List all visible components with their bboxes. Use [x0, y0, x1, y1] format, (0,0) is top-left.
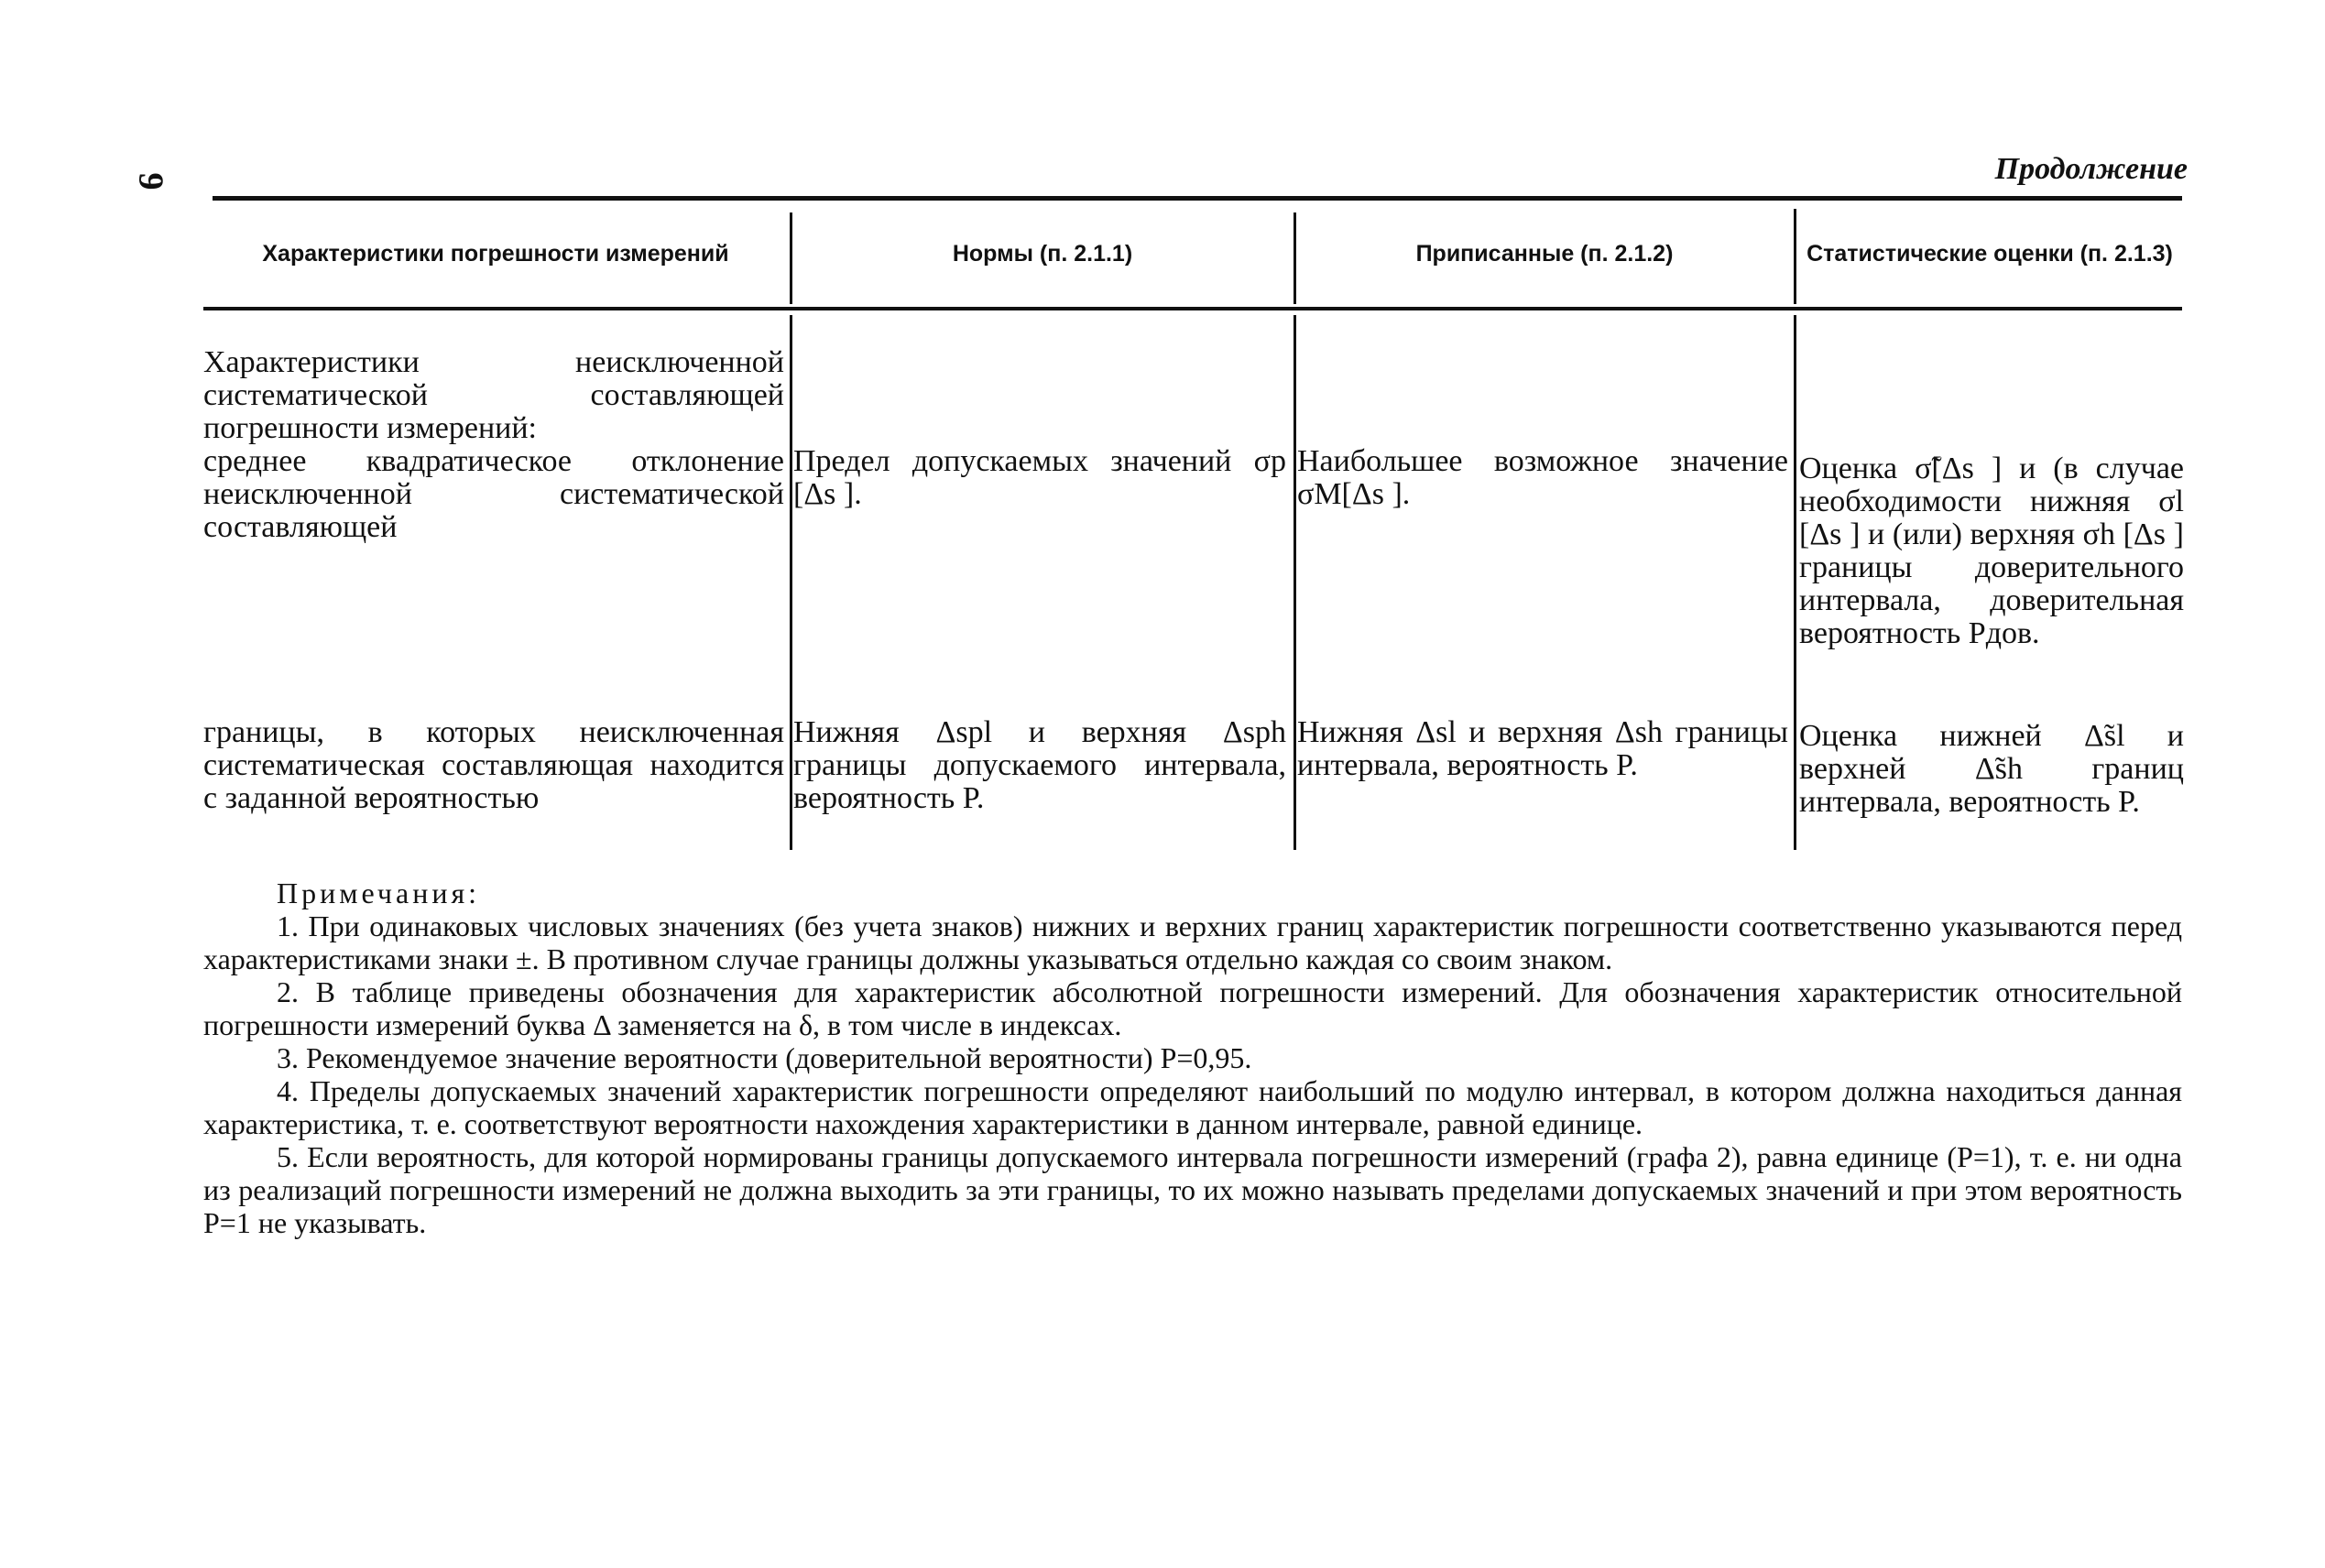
- note-item: 2. В таблице приведены обозначения для характеристик абсолютной погрешности измерений. Для обозначения характеристик относительной погрешности измерений буква Δ заменяется на δ, в том числе в индексах.: [203, 975, 2182, 1041]
- row1-statistical: Оценка σ̃[Δs ] и (в случае необходимости нижняя σl [Δs ] и (или) верхняя σh [Δs ] границы доверительного интервала, доверительная вероятность Pдов.: [1799, 452, 2184, 650]
- note-item: 3. Рекомендуемое значение вероятности (доверительной вероятности) P=0,95.: [277, 1041, 1252, 1074]
- column-divider: [1293, 315, 1296, 850]
- row2-assigned: Нижняя Δsl и верхняя Δsh границы интервала, вероятность P.: [1297, 715, 1788, 782]
- page-number: 9: [131, 172, 170, 191]
- table-top-rule: [213, 196, 2182, 201]
- column-divider: [1794, 209, 1796, 304]
- row2-norms: Нижняя Δspl и верхняя Δsph границы допускаемого интервала, вероятность P.: [793, 715, 1286, 815]
- notes-section: [203, 877, 2182, 1239]
- continuation-label: Продолжение: [1994, 152, 2188, 186]
- table-header-rule: [203, 307, 2182, 310]
- header-norms: Нормы (п. 2.1.1): [952, 241, 1133, 267]
- row1-norms: Предел допускаемых значений σp [Δs ].: [793, 444, 1286, 511]
- header-characteristics: Характеристики погрешности измерений: [262, 241, 729, 267]
- column-divider: [790, 212, 792, 304]
- row1-characteristic: среднее квадратическое отклонение неисключенной систематической составляющей: [203, 444, 784, 544]
- column-divider: [1794, 315, 1796, 850]
- section-heading: Характеристики неисключенной систематической составляющей погрешности измерений:: [203, 345, 784, 445]
- column-divider: [790, 315, 792, 850]
- header-statistical: Статистические оценки (п. 2.1.3): [1807, 241, 2173, 267]
- row2-statistical: Оценка нижней Δ̃sl и верхней Δ̃sh границ интервала, вероятность P.: [1799, 719, 2184, 819]
- note-item: 4. Пределы допускаемых значений характеристик погрешности определяют наибольший по модулю интервал, в котором должна находиться данная характеристика, т. е. соответствуют вероятности нахождения характеристики в данном интервале, равной единице.: [203, 1074, 2182, 1140]
- header-assigned: Приписанные (п. 2.1.2): [1415, 241, 1674, 267]
- row1-assigned: Наибольшее возможное значение σM[Δs ].: [1297, 444, 1788, 511]
- row2-characteristic: границы, в которых неисключенная систематическая составляющая находится с заданной вероятностью: [203, 715, 784, 815]
- notes-title: Примечания:: [277, 877, 481, 909]
- column-divider: [1293, 212, 1296, 304]
- note-item: 5. Если вероятность, для которой нормированы границы допускаемого интервала погрешности измерений (графа 2), равна единице (P=1), т. е. ни одна из реализаций погрешности измерений не должна выходить за эти границы, то их можно называть пределами допускаемых значений и при этом вероятность P=1 не указывать.: [203, 1140, 2182, 1239]
- note-item: 1. При одинаковых числовых значениях (без учета знаков) нижних и верхних границ характеристик погрешности соответственно указываются перед характеристиками знаки ±. В противном случае границы должны указываться отдельно каждая со своим знаком.: [203, 909, 2182, 975]
